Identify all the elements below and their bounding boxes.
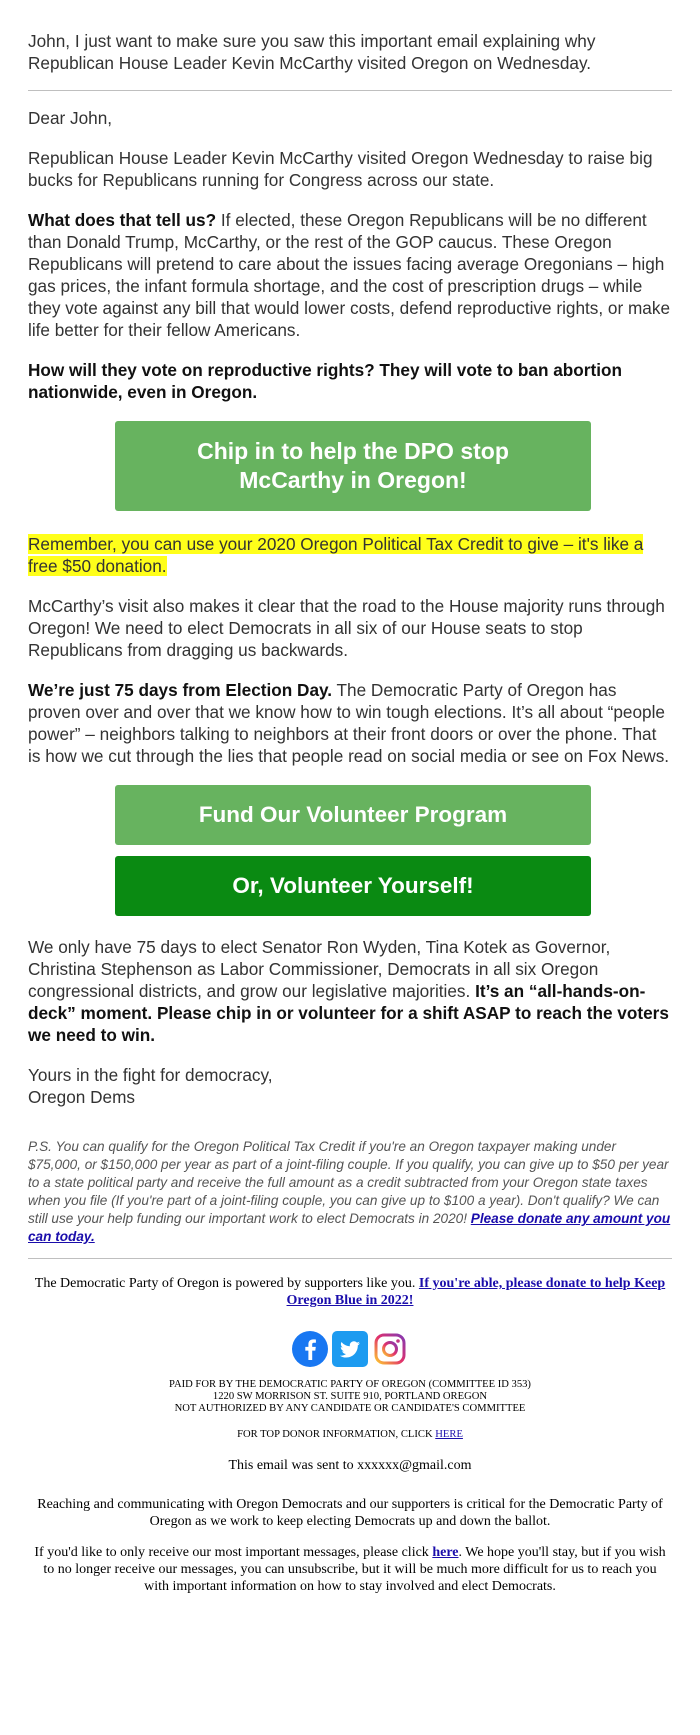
paragraph-text: We only have 75 days to elect Senator Ron Wyden, Tina Kotek as Governor, Christina Stephenson as Labor Commissioner, Democrats in all six Oregon congressional districts, and grow our legislative majorities. — [28, 937, 611, 1001]
chip-in-label-2: McCarthy in Oregon! — [239, 467, 467, 493]
tax-credit-note — [28, 533, 672, 577]
paragraph-election-day — [28, 679, 672, 767]
divider — [28, 1258, 672, 1259]
bold-election-day: We’re just 75 days from Election Day. — [28, 680, 333, 700]
preferences-link[interactable]: here — [432, 1545, 459, 1560]
paragraph-text: If elected, these Oregon Republicans will be no different than Donald Trump, McCarthy, or the rest of the GOP caucus. These Oregon Republicans will pretend to care about the issues facing average Oregonians – high gas prices, the infant formula shortage, and the cost of prescription drugs – while they vote against any bill that would lower costs, defend reproductive rights, or make life better for their fellow Americans. — [28, 210, 671, 340]
divider — [28, 90, 672, 91]
top-donor-info: FOR TOP DONOR INFORMATION, CLICK HERE — [237, 1429, 463, 1440]
postscript — [28, 1138, 672, 1246]
greeting: Dear John, — [28, 108, 113, 128]
postscript-text: P.S. You can qualify for the Oregon Political Tax Credit if you're an Oregon taxpayer making under $75,000, or $150,000 per year as part of a joint-filing couple. If you qualify, you can give up to $50 per year to a state political party and receive the full amount as a credit subtracted from your Oregon state taxes when you file (If you're part of a joint-filing couple, you can give up to $100 a year). Don't qualify? We can still use your help funding our important work to elect Democrats in 2020! — [28, 1139, 669, 1226]
highlighted-text: Remember, you can use your 2020 Oregon Political Tax Credit to give – it's like a free $50 donation. — [28, 534, 644, 576]
paid-for-disclaimer: PAID FOR BY THE DEMOCRATIC PARTY OF OREGON (COMMITTEE ID 353) 1220 SW MORRISON ST. SUITE 910, PORTLAND OREGON NOT AUTHORIZED BY ANY CANDIDATE OR CANDIDATE'S COMMITTEE — [169, 1379, 531, 1414]
intro-text: John, I just want to make sure you saw this important email explaining why Republican House Leader Kevin McCarthy visited Oregon on Wednesday. — [28, 31, 596, 73]
paragraph-what-it-tells — [28, 209, 672, 341]
signoff-line-2: Oregon Dems — [28, 1087, 135, 1107]
paragraph-house-majority: McCarthy’s visit also makes it clear that the road to the House majority runs through Oregon! We need to elect Democrats in all six of our House seats to stop Republicans from dragging us backwards. — [28, 596, 665, 660]
signoff — [28, 1064, 672, 1108]
donate-keep-oregon-blue-link[interactable]: If you're able, please donate to help Keep Oregon Blue in 2022! — [286, 1276, 666, 1308]
reaching-text: Reaching and communicating with Oregon Democrats and our supporters is critical for the Democratic Party of Oregon as we work to keep electing Democrats up and down the ballot. — [37, 1497, 663, 1529]
facebook-icon[interactable] — [292, 1331, 328, 1367]
sent-to-text: This email was sent to xxxxxx@gmail.com — [228, 1458, 472, 1473]
bold-question: What does that tell us? — [28, 210, 217, 230]
instagram-icon[interactable] — [372, 1331, 408, 1367]
twitter-icon[interactable] — [332, 1331, 368, 1367]
fund-volunteer-program-button[interactable]: Fund Our Volunteer Program — [115, 785, 591, 845]
paragraph-mccarthy-visit: Republican House Leader Kevin McCarthy visited Oregon Wednesday to raise big bucks for Republicans running for Congress across our state. — [28, 148, 653, 190]
donate-any-amount-link[interactable]: Please donate any amount you can today. — [28, 1211, 671, 1244]
signoff-line-1: Yours in the fight for democracy, — [28, 1065, 273, 1085]
footer — [28, 1275, 672, 1595]
paragraph-75-days — [28, 936, 672, 1046]
unsubscribe-text: If you'd like to only receive our most important messages, please click here. We hope you'll stay, but if you wish to no longer receive our messages, you can unsubscribe, but it will be much more difficult for us to reach you with important information on how to stay involved and elect Democrats. — [34, 1545, 666, 1594]
volunteer-yourself-button[interactable]: Or, Volunteer Yourself! — [115, 856, 591, 916]
paragraph-text: The Democratic Party of Oregon has proven over and over that we know how to win tough elections. It’s all about “people power” – neighbors talking to neighbors at their front doors or over the phone. That is how we cut through the lies that people read on social media or see on Fox News. — [28, 680, 670, 766]
chip-in-label-1: Chip in to help the DPO stop — [197, 438, 509, 464]
bold-all-hands: It’s an “all-hands-on-deck” moment. Please chip in or volunteer for a shift ASAP to reach the voters we need to win. — [28, 981, 669, 1045]
social-links — [28, 1331, 672, 1367]
paragraph-reproductive-rights: How will they vote on reproductive rights? They will vote to ban abortion nationwide, even in Oregon. — [28, 360, 622, 402]
top-donor-link[interactable]: HERE — [435, 1429, 463, 1440]
chip-in-button[interactable] — [115, 421, 591, 511]
powered-by-text: The Democratic Party of Oregon is powered by supporters like you. If you're able, please donate to help Keep Oregon Blue in 2022! — [34, 1276, 666, 1308]
